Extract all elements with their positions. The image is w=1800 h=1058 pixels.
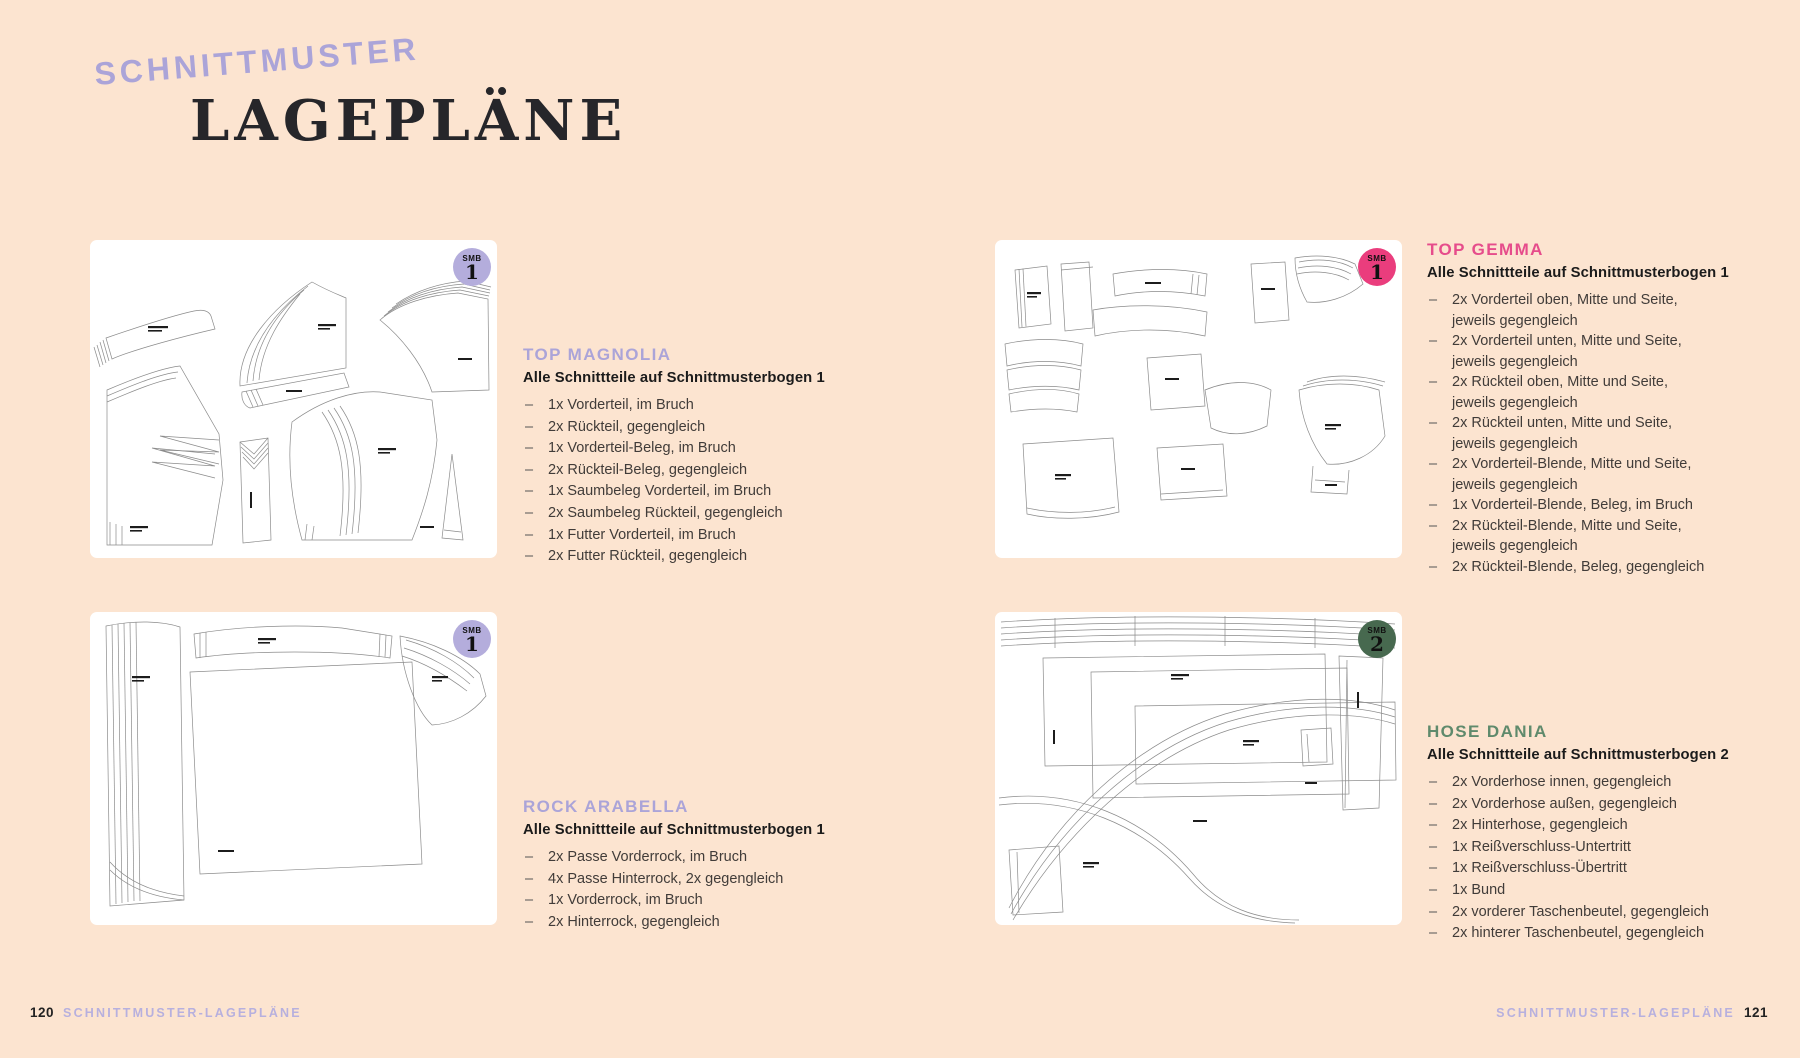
page-title-main: LAGEPLÄNE [190,88,628,154]
list-item: – 2x Vorderteil-Blende, Mitte und Seite, jeweils gegengleich [1427,454,1767,495]
smb-badge-2: SMB 1 [453,620,491,658]
piece-list [523,847,833,933]
list-item: – 2x Saumbeleg Rückteil, gegengleich [523,503,833,525]
page-number-right: 121 [1743,1005,1768,1020]
list-item: – 2x Vorderteil unten, Mitte und Seite, jeweils gegengleich [1427,331,1767,372]
pattern-drawing-rock-arabella [90,612,497,925]
list-item: – 1x Vorderrock, im Bruch [523,890,833,912]
list-item: – 2x Hinterhose, gegengleich [1427,815,1767,837]
list-item: – 2x Rückteil-Blende, Mitte und Seite, jeweils gegengleich [1427,516,1767,557]
list-item: – 2x Rückteil unten, Mitte und Seite, jeweils gegengleich [1427,413,1767,454]
section-rock-arabella [523,797,833,933]
list-item: – 4x Passe Hinterrock, 2x gegengleich [523,869,833,891]
list-item: – 2x Rückteil-Blende, Beleg, gegengleich [1427,557,1767,578]
section-top-gemma [1427,240,1767,577]
page-number-left: 120 [30,1005,55,1020]
running-header-left: SCHNITTMUSTER-LAGEPLÄNE [63,1006,302,1020]
pattern-panel-top-gemma [995,240,1402,558]
list-item: – 2x Futter Rückteil, gegengleich [523,546,833,568]
section-subheading: Alle Schnittteile auf Schnittmusterbogen 1 [523,822,825,838]
section-heading: TOP GEMMA [1427,240,1544,259]
list-item: – 1x Reißverschluss-Untertritt [1427,837,1767,859]
piece-list [1427,772,1767,945]
list-item: – 1x Futter Vorderteil, im Bruch [523,525,833,547]
section-subheading: Alle Schnittteile auf Schnittmusterbogen 1 [1427,265,1729,281]
page-title-script: SCHNITTMUSTER [93,30,421,93]
list-item: – 2x Vorderhose außen, gegengleich [1427,794,1767,816]
list-item: – 2x hinterer Taschenbeutel, gegengleich [1427,923,1767,945]
list-item: – 2x Passe Vorderrock, im Bruch [523,847,833,869]
section-top-magnolia [523,345,833,568]
section-subheading: Alle Schnittteile auf Schnittmusterbogen 2 [1427,747,1729,763]
list-item: – 1x Vorderteil, im Bruch [523,395,833,417]
list-item: – 2x Hinterrock, gegengleich [523,912,833,934]
list-item: – 1x Reißverschluss-Übertritt [1427,858,1767,880]
pattern-drawing-top-gemma [995,240,1402,558]
section-subheading: Alle Schnittteile auf Schnittmusterbogen 1 [523,370,825,386]
running-header-right: SCHNITTMUSTER-LAGEPLÄNE [1496,1006,1735,1020]
list-item: – 2x Rückteil oben, Mitte und Seite, jeweils gegengleich [1427,372,1767,413]
list-item: – 1x Bund [1427,880,1767,902]
section-heading: ROCK ARABELLA [523,797,689,816]
footer-left [30,1005,302,1020]
smb-badge-3: SMB 1 [1358,248,1396,286]
list-item: – 1x Vorderteil-Beleg, im Bruch [523,438,833,460]
smb-badge-4: SMB 2 [1358,620,1396,658]
section-heading: TOP MAGNOLIA [523,345,672,364]
footer-right [1496,1005,1768,1020]
list-item: – 2x Vorderhose innen, gegengleich [1427,772,1767,794]
pattern-panel-hose-dania [995,612,1402,925]
list-item: – 2x vorderer Taschenbeutel, gegengleich [1427,902,1767,924]
smb-badge-1: SMB 1 [453,248,491,286]
list-item: – 1x Saumbeleg Vorderteil, im Bruch [523,481,833,503]
piece-list [1427,290,1767,577]
piece-list [523,395,833,568]
list-item: – 1x Vorderteil-Blende, Beleg, im Bruch [1427,495,1767,516]
pattern-panel-rock-arabella [90,612,497,925]
pattern-panel-top-magnolia [90,240,497,558]
section-heading: HOSE DANIA [1427,722,1548,741]
list-item: – 2x Rückteil-Beleg, gegengleich [523,460,833,482]
list-item: – 2x Rückteil, gegengleich [523,417,833,439]
list-item: – 2x Vorderteil oben, Mitte und Seite, jeweils gegengleich [1427,290,1767,331]
pattern-drawing-top-magnolia [90,240,497,558]
section-hose-dania [1427,722,1767,945]
pattern-drawing-hose-dania [995,612,1402,925]
